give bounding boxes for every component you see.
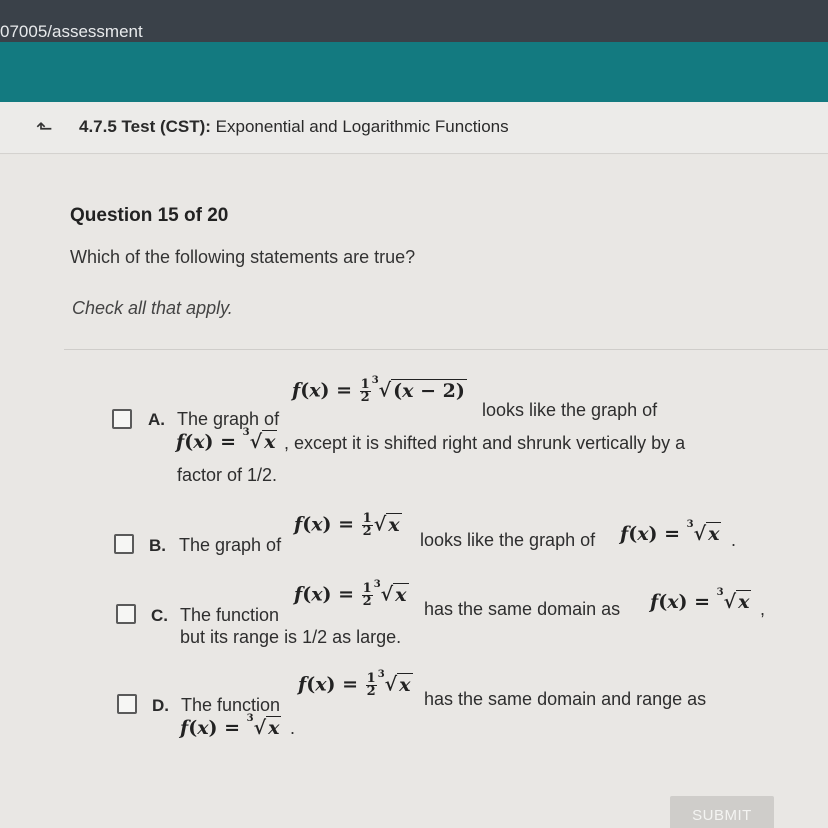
question-hint: Check all that apply. bbox=[72, 298, 233, 318]
math-expression: f(x) = $^3$√ x bbox=[650, 587, 750, 613]
math-expression: f(x) = $\frac{1}{2}$ √ x bbox=[294, 511, 400, 539]
option-letter: C. bbox=[151, 606, 168, 625]
option-text: , bbox=[760, 599, 766, 619]
question-text: Which of the following statements are true? bbox=[70, 247, 416, 267]
math-expression: f(x) = $^3$√ x bbox=[180, 713, 280, 739]
app-top-banner bbox=[0, 42, 828, 102]
option-text: looks like the graph of bbox=[420, 530, 596, 550]
test-code: 4.7.5 Test (CST): bbox=[79, 117, 211, 136]
math-expression: f(x) = $^3$√ x bbox=[620, 519, 720, 545]
math-expression: f(x) = $\frac{1}{2}$ $^3$√ x bbox=[294, 579, 407, 609]
question-number: Question 15 of 20 bbox=[70, 205, 229, 226]
option-text: The graph of bbox=[179, 535, 282, 555]
math-expression: f(x) = $\frac{1}{2}$ $^3$√ x bbox=[298, 669, 411, 699]
option-letter: D. bbox=[152, 696, 169, 715]
option-letter: A. bbox=[148, 410, 165, 429]
option-text: factor of 1/2. bbox=[177, 465, 278, 485]
option-text: but its range is 1/2 as large. bbox=[180, 627, 402, 647]
option-text: has the same domain and range as bbox=[424, 689, 707, 709]
option-text: The function bbox=[181, 695, 281, 715]
option-text: looks like the graph of bbox=[482, 400, 658, 420]
url-text: 07005/assessment bbox=[0, 22, 143, 41]
option-text: . bbox=[290, 718, 296, 738]
browser-address-bar[interactable] bbox=[0, 0, 828, 42]
math-expression: f(x) = $\frac{1}{2}$ $^3$√ (x − 2) bbox=[292, 375, 465, 405]
assessment-header bbox=[0, 102, 828, 154]
checkbox-a[interactable] bbox=[112, 409, 132, 429]
question-panel bbox=[0, 155, 828, 828]
divider bbox=[64, 349, 828, 350]
option-text: , except it is shifted right and shrunk vertically by a bbox=[284, 433, 686, 453]
submit-button[interactable]: SUBMIT bbox=[670, 796, 774, 828]
option-text: . bbox=[731, 530, 737, 550]
option-text: The function bbox=[180, 605, 280, 625]
option-text: The graph of bbox=[177, 409, 280, 429]
test-name: Exponential and Logarithmic Functions bbox=[215, 117, 509, 136]
assessment-title bbox=[79, 117, 509, 137]
option-text: has the same domain as bbox=[424, 599, 621, 619]
back-arrow-icon[interactable]: ⬑ bbox=[36, 118, 53, 140]
math-expression: f(x) = $^3$√ x bbox=[176, 427, 276, 453]
checkbox-c[interactable] bbox=[116, 604, 136, 624]
option-letter: B. bbox=[149, 536, 166, 555]
checkbox-d[interactable] bbox=[117, 694, 137, 714]
checkbox-b[interactable] bbox=[114, 534, 134, 554]
